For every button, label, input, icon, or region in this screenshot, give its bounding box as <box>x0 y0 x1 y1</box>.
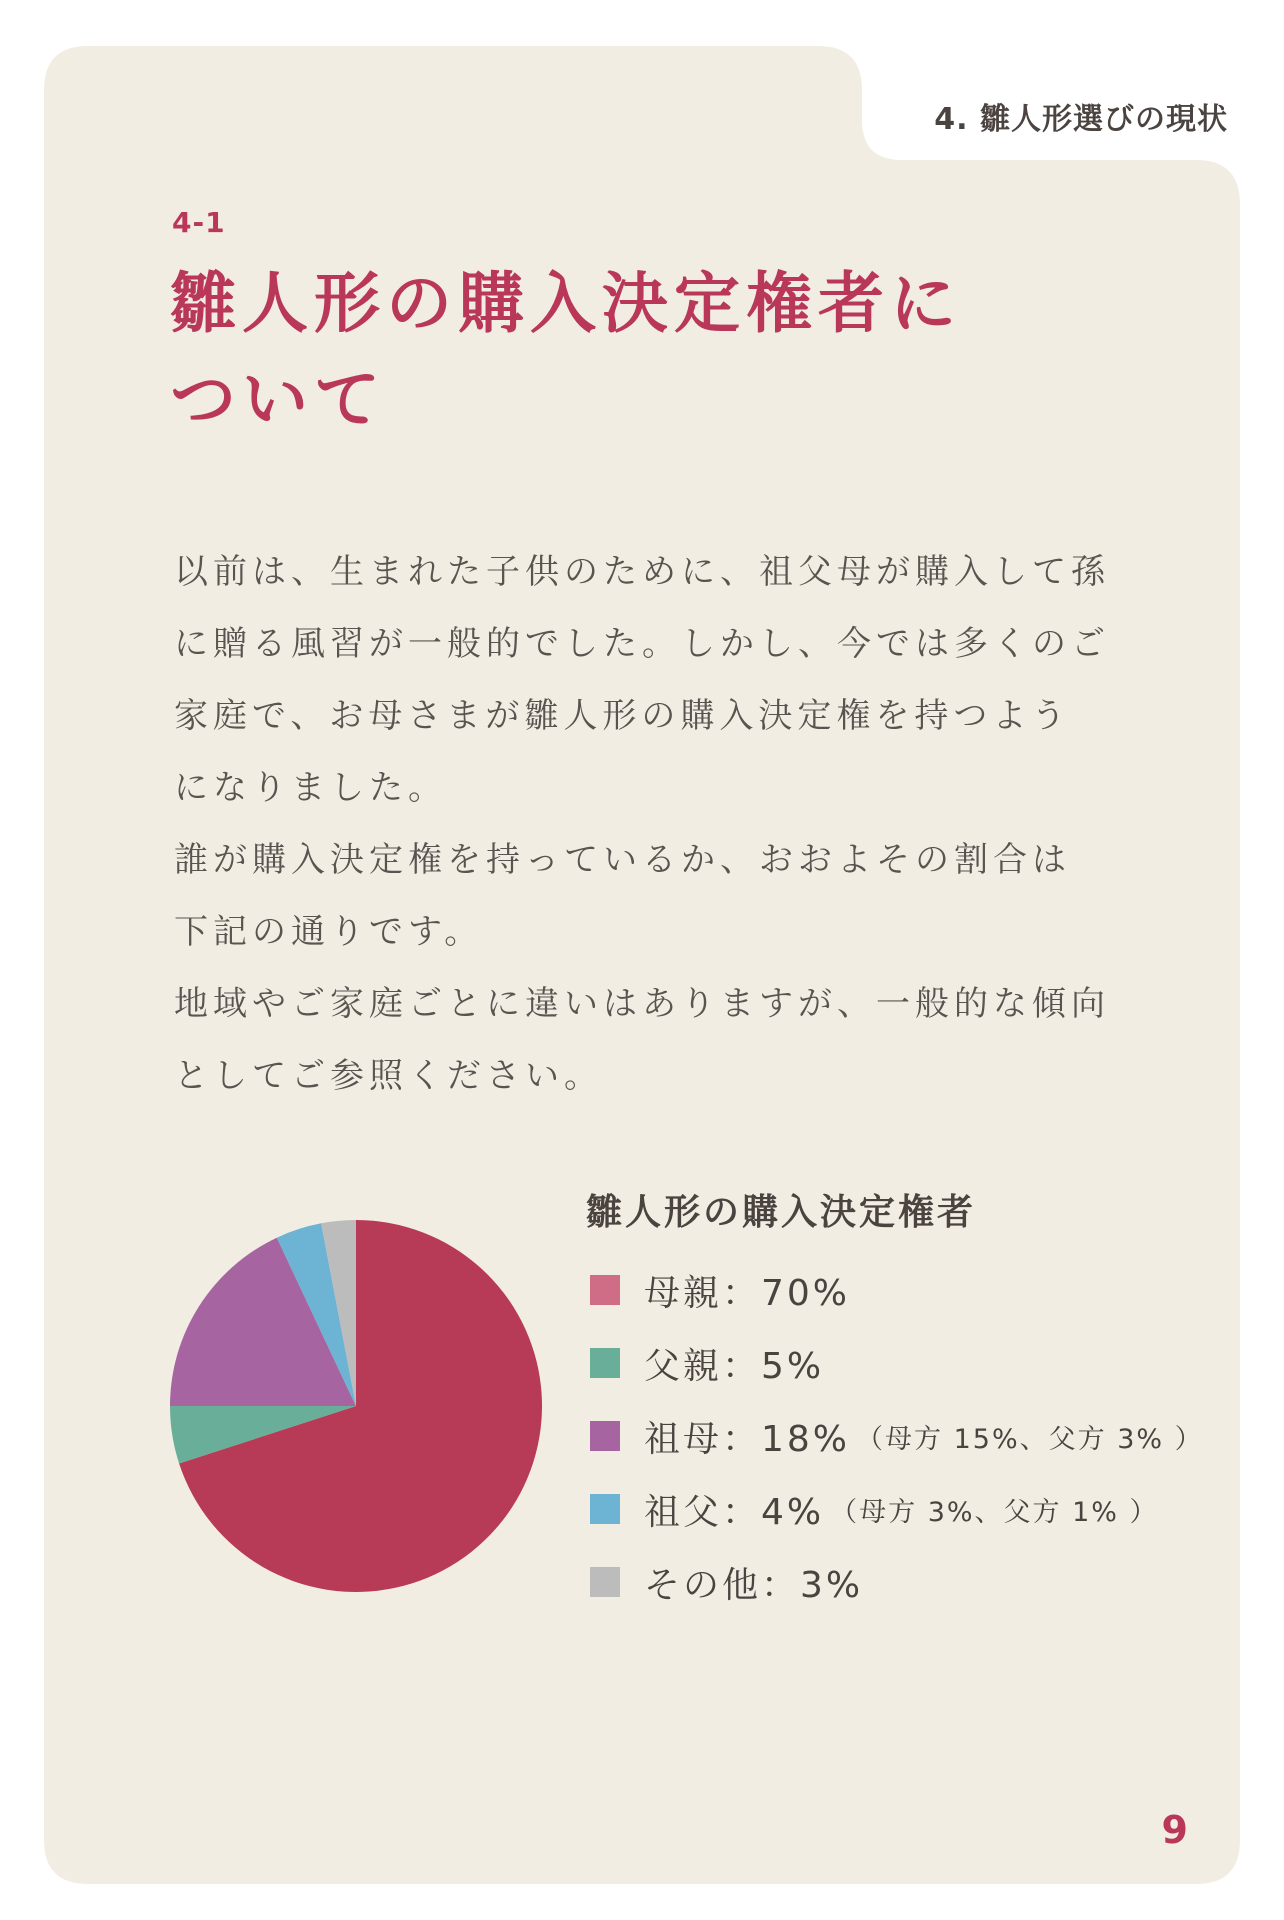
page-number: 9 <box>1161 1808 1188 1852</box>
legend-label: 母親：70% <box>644 1272 851 1314</box>
body-line-3: 家庭で、お母さまが雛人形の購入決定権を持つよう <box>174 696 1071 736</box>
legend-label: 父親：5% <box>644 1345 825 1387</box>
legend-swatch <box>590 1567 620 1597</box>
section-heading <box>170 256 1070 448</box>
page-card <box>44 46 1240 1884</box>
body-line-5: 誰が購入決定権を持っているか、おおよその割合は <box>174 840 1071 880</box>
chart-title: 雛人形の購入決定権者 <box>586 1192 977 1233</box>
body-line-4: になりました。 <box>174 768 447 808</box>
tab-title: 4. 雛人形選びの現状 <box>934 102 1228 137</box>
body-line-6: 下記の通りです。 <box>174 912 484 952</box>
body-line-8: としてご参照ください。 <box>174 1056 603 1096</box>
legend-swatch <box>590 1421 620 1451</box>
heading-line-2: ついて <box>170 361 386 438</box>
body-line-2: に贈る風習が一般的でした。しかし、今では多くのご <box>174 624 1110 664</box>
legend-label: 祖母：18% <box>644 1418 851 1460</box>
body-line-7: 地域やご家庭ごとに違いはありますが、一般的な傾向 <box>174 984 1110 1024</box>
heading-line-1: 雛人形の購入決定権者に <box>170 265 962 342</box>
legend-label: 祖父：4% <box>644 1491 825 1533</box>
legend-item-grandfather <box>590 1489 1159 1533</box>
legend-label: その他：3% <box>644 1564 864 1606</box>
legend-item-mother <box>590 1270 856 1314</box>
legend-item-other <box>590 1562 869 1606</box>
legend-swatch <box>590 1348 620 1378</box>
legend-swatch <box>590 1275 620 1305</box>
legend-note: （母方 3%、父方 1% ） <box>830 1496 1159 1528</box>
legend-item-father <box>590 1343 830 1387</box>
body-paragraph <box>174 536 1174 1112</box>
section-number: 4-1 <box>172 206 226 239</box>
legend-note: （母方 15%、父方 3% ） <box>856 1423 1204 1455</box>
legend-swatch <box>590 1494 620 1524</box>
legend-item-grandmother <box>590 1416 1204 1460</box>
body-line-1: 以前は、生まれた子供のために、祖父母が購入して孫 <box>174 552 1110 592</box>
